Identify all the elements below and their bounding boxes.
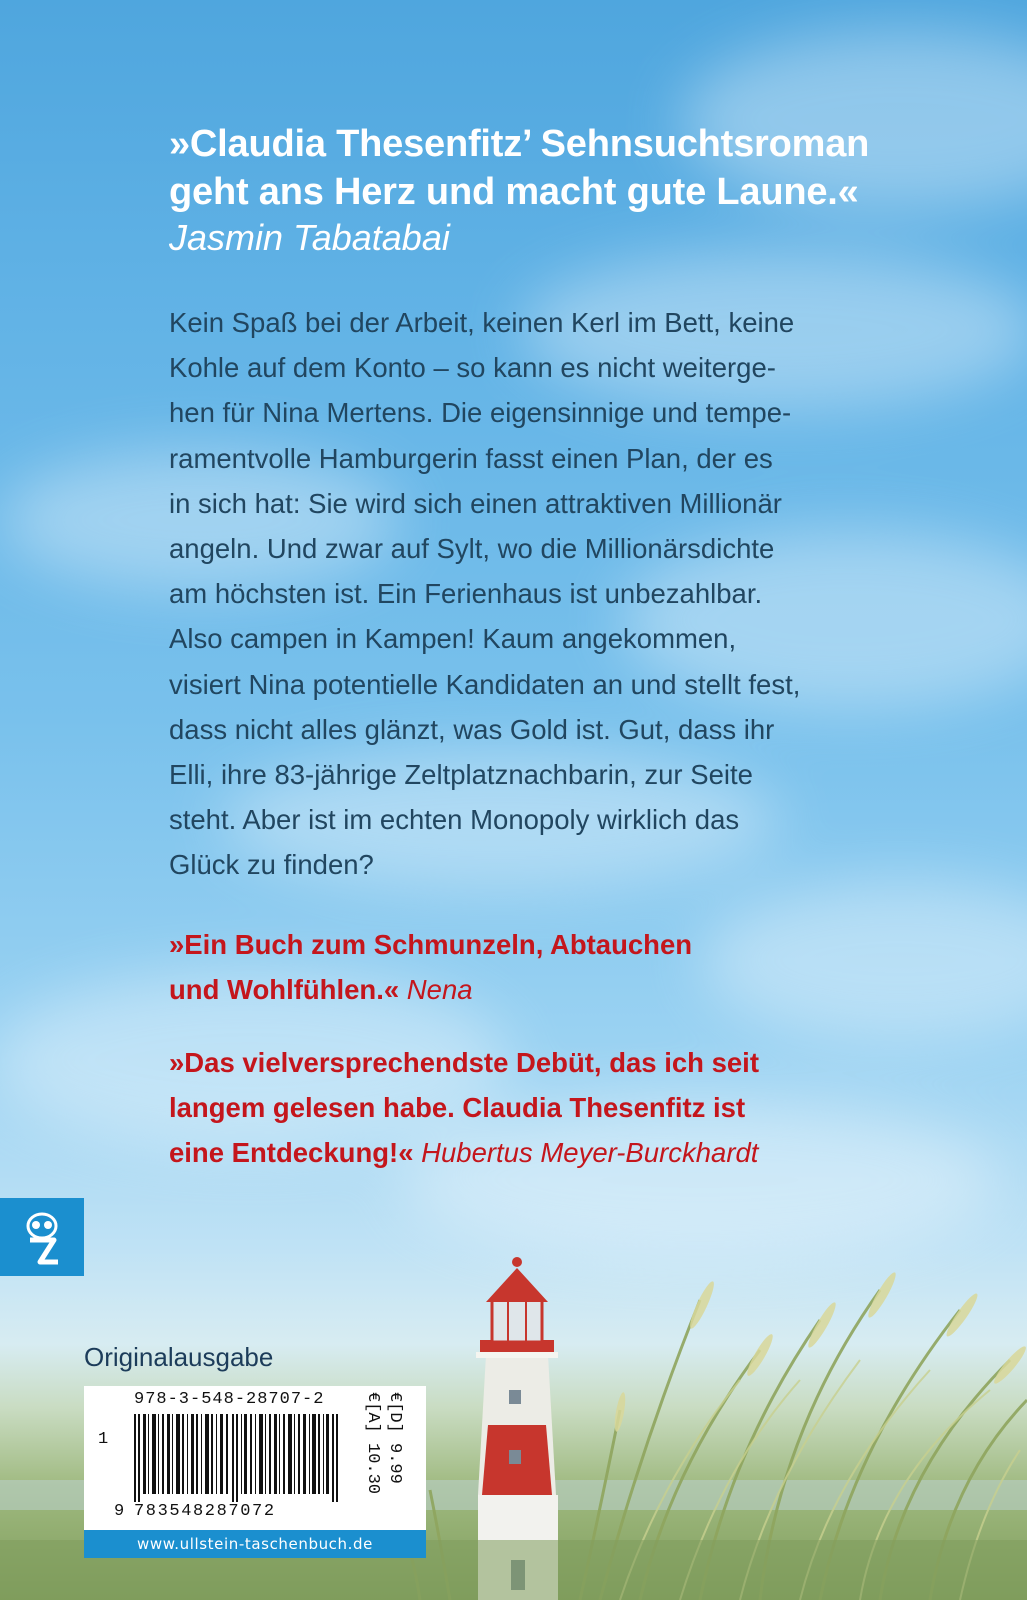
blurb-line: ramentvolle Hamburgerin fasst einen Plan, der es — [169, 442, 773, 474]
red-quote-nena — [169, 922, 692, 1012]
top-quote — [169, 120, 969, 260]
red-quote-line: »Das vielversprechendste Debüt, das ich seit — [169, 1047, 759, 1078]
blurb-line: hen für Nina Mertens. Die eigensinnige und tempe- — [169, 397, 792, 429]
ullstein-owl-logo-icon — [0, 1198, 84, 1276]
publisher-url: www.ullstein-taschenbuch.de — [84, 1530, 426, 1558]
barcode-digit: 1 — [98, 1430, 109, 1449]
blurb-text — [169, 300, 889, 888]
publisher-logo — [0, 1198, 84, 1276]
blurb-line: am höchsten ist. Ein Ferienhaus ist unbezahlbar. — [169, 578, 763, 610]
blurb-line: dass nicht alles glänzt, was Gold ist. Gut, dass ihr — [169, 713, 775, 745]
blurb-line: Kohle auf dem Konto – so kann es nicht weiterge- — [169, 352, 776, 384]
blurb-line: Glück zu finden? — [169, 849, 374, 881]
blurb-line: angeln. Und zwar auf Sylt, wo die Millionärsdichte — [169, 533, 775, 565]
blurb-line: Elli, ihre 83-jährige Zeltplatznachbarin, zur Seite — [169, 759, 753, 791]
top-quote-line: »Claudia Thesenfitz’ Sehnsuchtsroman — [169, 123, 870, 165]
red-quote-author: Hubertus Meyer-Burckhardt — [421, 1137, 759, 1168]
price-at: €[A] 10.30 — [363, 1392, 382, 1495]
blurb-line: in sich hat: Sie wird sich einen attraktiven Millionär — [169, 487, 782, 519]
blurb-line: visiert Nina potentielle Kandidaten an und stellt fest, — [169, 668, 801, 700]
barcode-bars — [134, 1414, 349, 1502]
red-quote-meyer-burckhardt — [169, 1040, 759, 1175]
red-quote-line: langem gelesen habe. Claudia Thesenfitz ist — [169, 1092, 746, 1123]
top-quote-line: geht ans Herz und macht gute Laune.« — [169, 171, 859, 213]
blurb-line: Kein Spaß bei der Arbeit, keinen Kerl im Bett, keine — [169, 307, 795, 338]
isbn-number: 978-3-548-28707-2 — [134, 1390, 325, 1409]
blurb-line: steht. Aber ist im echten Monopoly wirklich das — [169, 804, 740, 836]
price-de: €[D] 9.99 — [385, 1392, 404, 1484]
top-quote-author: Jasmin Tabatabai — [169, 217, 450, 258]
red-quote-line: eine Entdeckung!« — [169, 1137, 414, 1168]
red-quote-line: und Wohlfühlen.« — [169, 974, 400, 1005]
edition-label: Originalausgabe — [84, 1342, 274, 1372]
red-quote-line: »Ein Buch zum Schmunzeln, Abtauchen — [169, 929, 693, 960]
red-quote-author: Nena — [406, 974, 473, 1005]
blurb-line: Also campen in Kampen! Kaum angekommen, — [169, 623, 737, 655]
barcode-digit: 9 — [114, 1502, 125, 1521]
ean-digits: 783548287072 — [134, 1502, 276, 1521]
isbn-barcode — [84, 1386, 426, 1530]
